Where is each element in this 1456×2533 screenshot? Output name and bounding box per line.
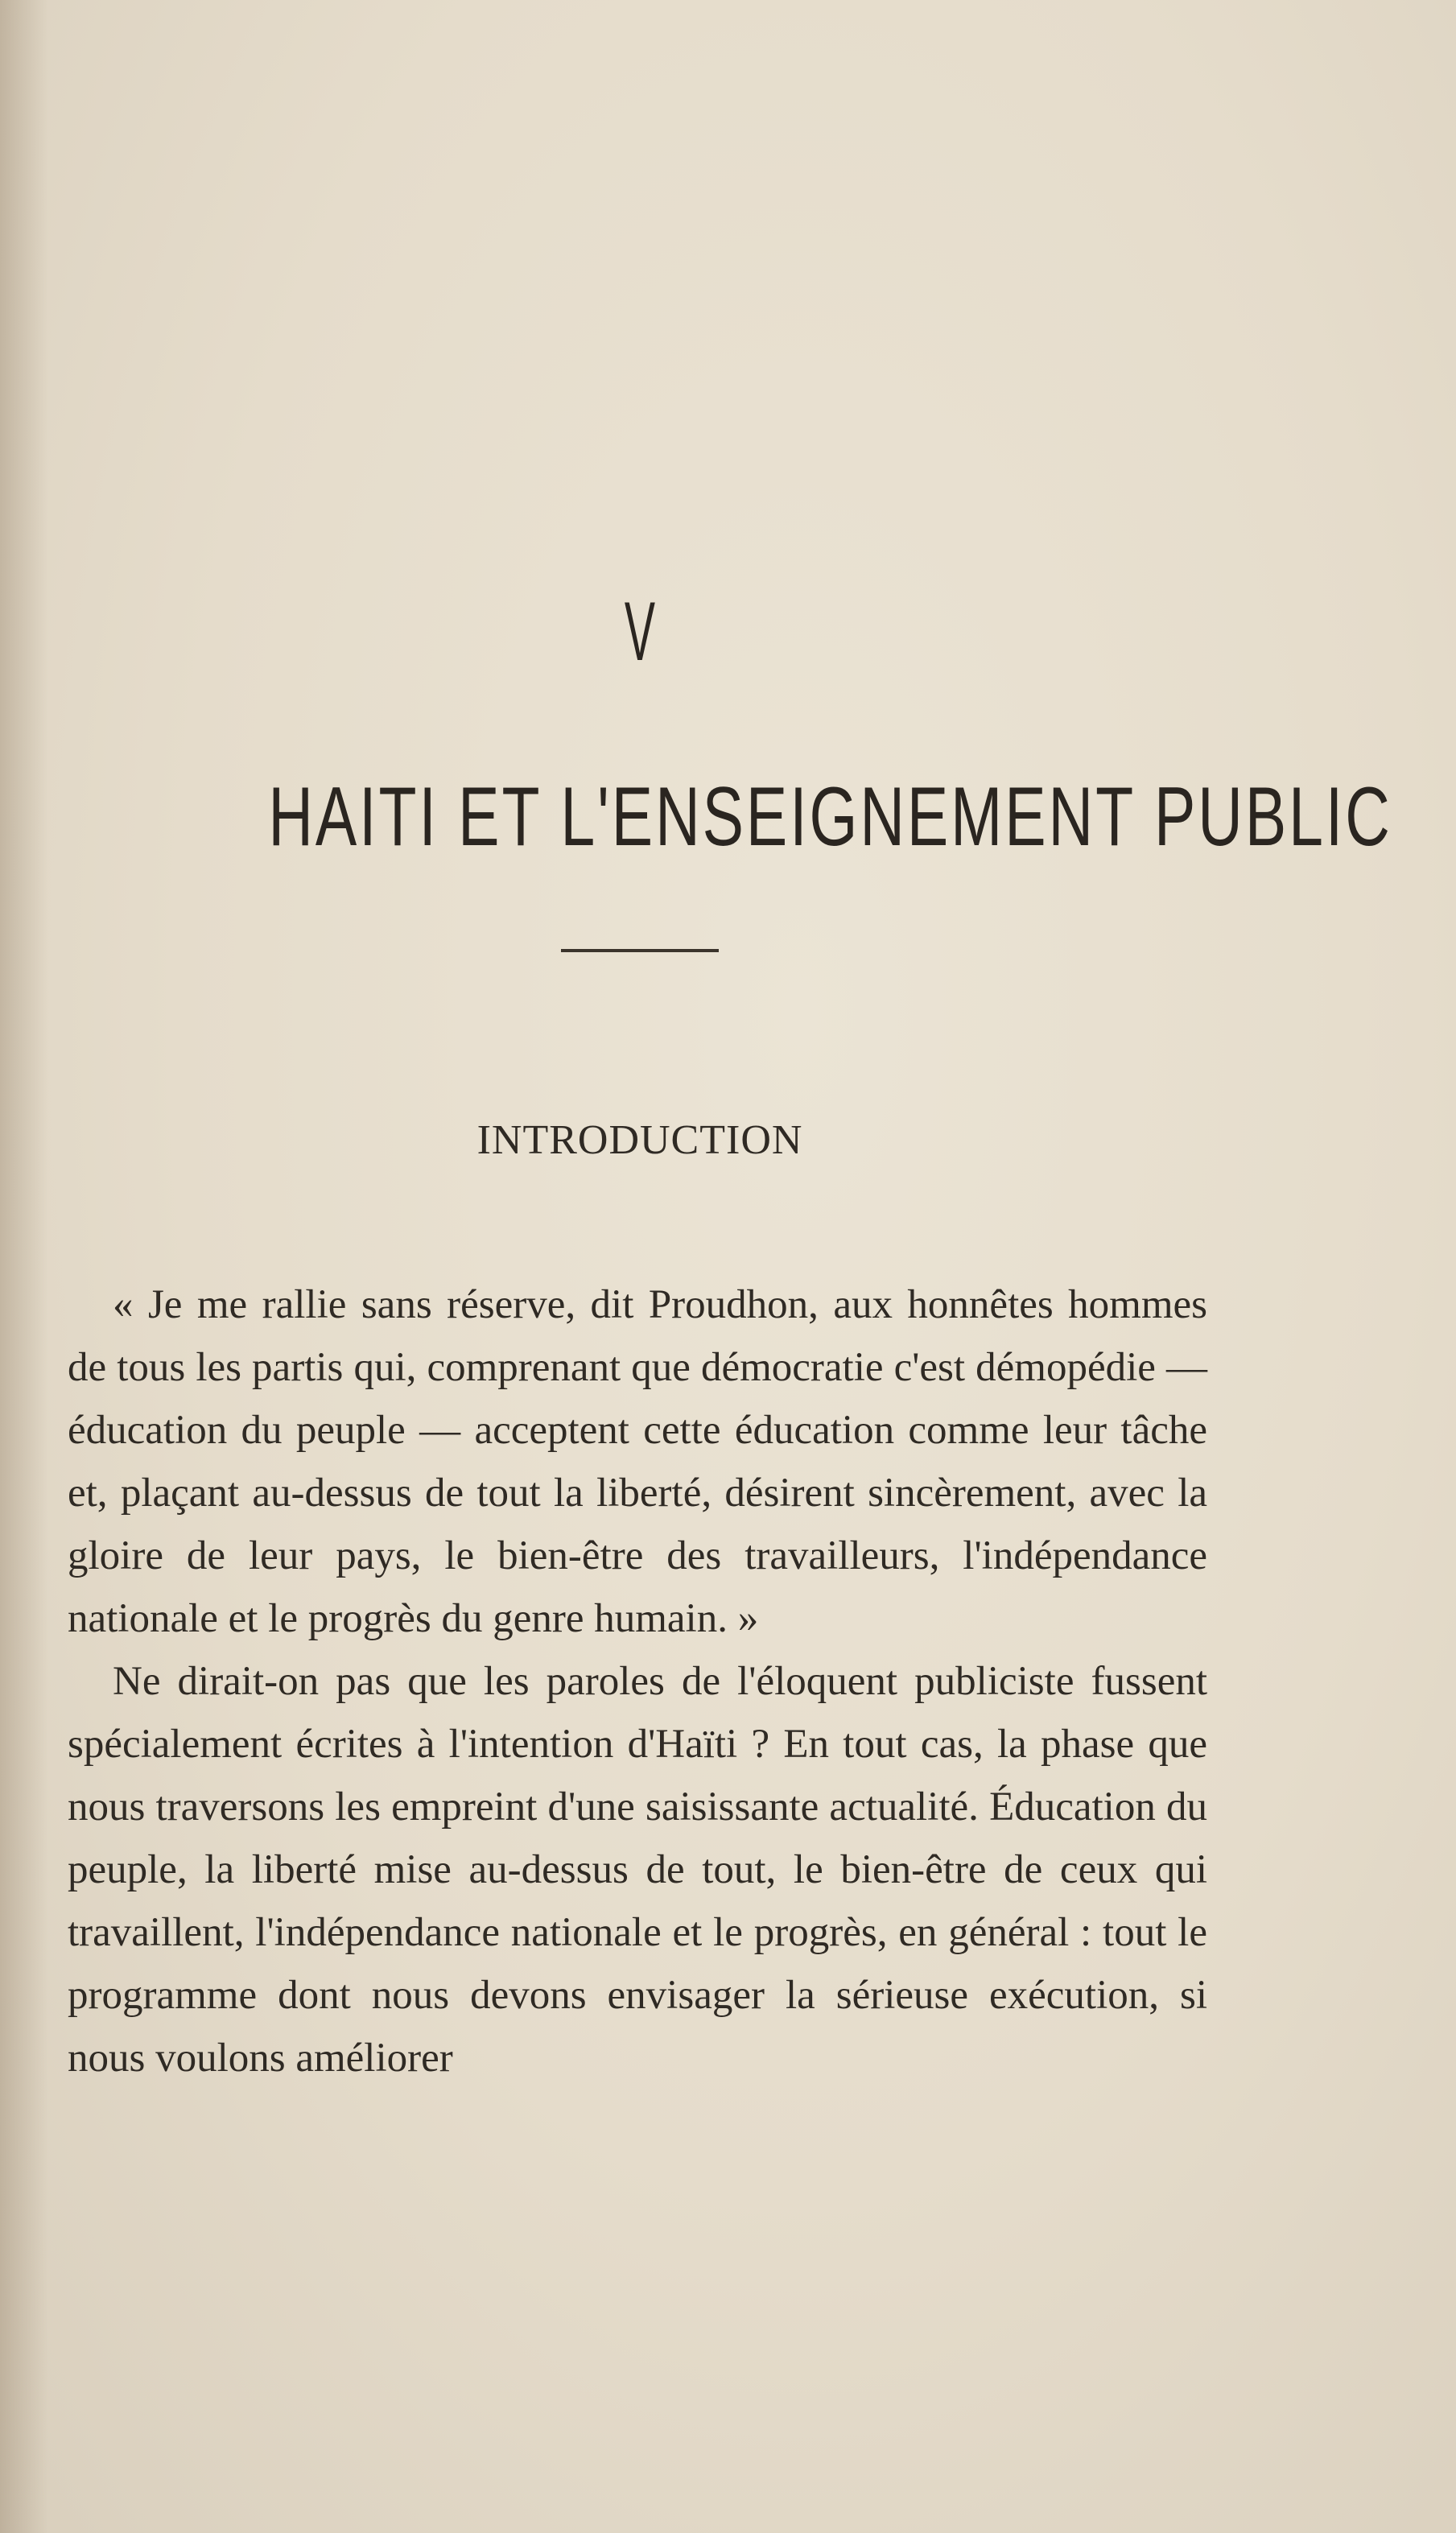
section-heading: INTRODUCTION <box>476 1117 803 1163</box>
title-divider <box>561 949 719 952</box>
chapter-title <box>71 765 1392 869</box>
paragraph-quote: « Je me rallie sans réserve, dit Proudhon, aux honnêtes hommes de tous les partis qui, comprenant que démocratie c'est démopédie — éducation du peuple — acceptent cette éducation comme leur tâche et, plaçant au-dessus de tout la liberté, désirent sincèrement, avec la gloire de leur pays, le bien-être des travailleurs, l'indépendance nationale et le progrès du genre humain. » <box>68 1282 1207 1641</box>
paragraph-commentary: Ne dirait-on pas que les paroles de l'éloquent publiciste fussent spécialement écrites à l'intention d'Haïti ? En tout cas, la phase que nous traversons les empreint d'une saisissante actualité. Éducation du peuple, la liberté mise au-dessus de tout, le bien-être de ceux qui travaillent, l'indépendance nationale et le progrès, en général : tout le programme dont nous devons envisager la sérieuse exécution, si nous voulons améliorer <box>68 1659 1207 2081</box>
chapter-number: V <box>624 585 656 679</box>
body-text <box>68 1273 1207 2090</box>
chapter-title-text: HAITI ET L'ENSEIGNEMENT PUBLIC <box>268 770 1392 864</box>
